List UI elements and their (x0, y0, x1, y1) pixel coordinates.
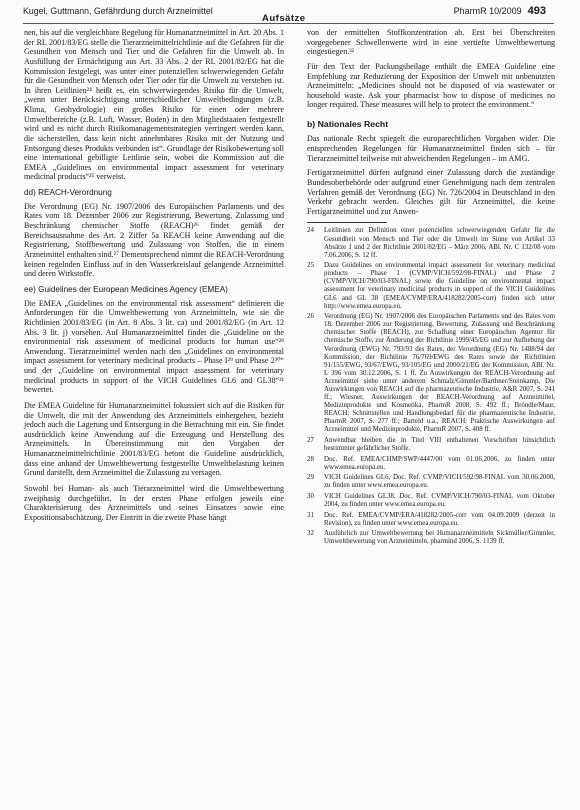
footnote-number: 25 (307, 262, 314, 270)
footnote-text: Anwendbar bleiben die in Titel VIII enthaltenen Vorschriften hinsichtlich bestimmter gefährlicher Stoffe. (324, 436, 555, 452)
footnote-number: 28 (307, 455, 314, 463)
footnote (307, 474, 555, 490)
footnote-text: Dazu Guidelines on environmental impact assessment for veterinary medicinal products – Phase 1 (CVMP/VICH/592/98-FINAL) und Phase 2 (CVMP/VICH/790/03-FINAL) sowie die Guideline on environmental impact assessment for veterinary medicinal products in support of the VICH Guidelines GL6 and GL 38 (EMEA/CVMP/ERA/418282/2005-corr) finden sich unter http://www.emea.europa.eu. (324, 262, 555, 310)
paragraph: Fertigarzneimittel dürfen aufgrund einer Zulassung durch die zuständige Bundesoberbehörde oder aufgrund einer Genehmigung nach dem zentralen Verfahren gemäß der Verordnung (EG) Nr. 726/2004 in Deutschland in den Verkehr gebracht werden. Gleiches gilt für Arzneimittel, die keine Fertigarzneimittel und zur Anwen- (307, 168, 555, 216)
footnote-text: Verordnung (EG) Nr. 1907/2006 des Europäischen Parlaments und des Rates vom 18. Dezember 2006 zur Registrierung, Bewertung, Zulassung und Beschränkung chemischer Stoffe (REACH), zur Schaffung einer Europäischen Agentur für chemische Stoffe, zur Änderung der Richtlinie 1999/45/EG und zur Aufhebung der Verordnung (EWG) Nr. 793/93 des Rates, der Verordnung (EG) Nr. 1488/94 der Kommission, der Richtlinie 76/769/EWG des Rates sowie der Richtlinien 91/155/EWG, 93/67/EWG, 93/105/EG und 2000/21/EG der Kommission, ABl. Nr. L 396 vom 30.12.2006, S. 1 ff. Zu Auswirkungen der REACH-Verordnung auf Arzneimittel siehe unter anderem Schmalz/Gimmler/Barthner/Steinkamp, Die Auswirkungen von REACH auf die pharmazeutische Industrie, A&R 2007, S. 241 ff.; Wiesner, Auswirkungen der REACH-Verordnung auf Arzneimittel, Medizinprodukte und Kosmetika, PharmR 2008, S. 492 ff.; Bröndle/Maur, REACH: Schnittstellen und Handlungsbedarf für die pharmazeutische Industrie, PharmR 2007, S. 277 ff.; Barteld u.a., REACH: Praktische Auswirkungen auf Arzneimittel und Medizinprodukte, PharmR 2007, S. 408 ff. (324, 313, 555, 434)
footnote-text: Ausführlich zur Umweltbewertung bei Humanarzneimitteln Sickmüller/Gimmler, Umweltbewertung von Arzneimitteln, pharmind 2006, S. 1139 ff. (324, 530, 555, 546)
footnote-separator (307, 222, 387, 223)
footnote-number: 27 (307, 436, 314, 444)
footnote (307, 313, 555, 434)
running-header-journal (454, 5, 546, 17)
subheading-reach: dd) REACH-Verordnung (24, 188, 112, 197)
subheading-emea: ee) Guidelines der European Medicines Agency (EMEA) (24, 284, 228, 294)
journal-issue: PharmR 10/2009 (453, 6, 522, 16)
footnote (307, 456, 555, 472)
footnote-number: 26 (307, 313, 314, 321)
page-number: 493 (527, 5, 546, 17)
footnote-number: 31 (307, 511, 314, 519)
footnote-text: Doc. Ref. EMEA/CVMP/ERA/418282/2005-corr vom 04.09.2009 (derzeit in Revision), zu finden unter www.emea.europa.eu. (324, 511, 555, 527)
paragraph: nen, bis auf die vergleichbare Regelung für Humanarzneimittel in Art. 20 Abs. 1 der RL 2001/83/EG stelle die Tierarzneimittelrichtlinie auf die Gefahren für die Gesundheit von Mensch und Tier und die Gefahren für die Umwelt ab. In Ausfüllung der Ermächtigung aus Art. 33 Abs. 2 der RL 2001/82/EG hat die Kommission festgelegt, was unter einer potenziellen schwerwiegenden Gefahr für die Gesundheit von Mensch oder Tier oder für die Umwelt zu verstehen ist. In ihren Leitlinien²⁴ heißt es, ein schwerwiegendes Risiko für die Umwelt, „wenn unter Berücksichtigung unterschiedlicher Umweltbedingungen (z.B. Klima, Geohydrologie) ein großes Risiko für einen oder mehrere Umweltbereiche (z.B. Luft, Wasser, Boden) in den Mitgliedstaaten festgestellt wird und es nicht durch Risikomanagementstrategien verringert werden kann, die sicherstellen, dass kein nicht annehmbares Risiko mit der Nutzung und Entsorgung dieses Produkts verbunden ist“. Grundlage der Risikobewertung soll eine international gebilligte Leitlinie sein, wobei die Kommission auf die EMEA „Guidelines on environmental impact assessment for veterinary medicinal products“²⁵ verweist. (24, 28, 284, 182)
left-column (24, 28, 284, 528)
footnotes (307, 227, 555, 546)
paragraph: Sowohl bei Human- als auch Tierarzneimittel wird die Umweltbewertung zweiphasig durchgeführt. In der ersten Phase erfolgen jeweils eine Charakterisierung des Arzneimittels und seines Einsatzes sowie eine Expositionsabschätzung. Der Eintritt in die zweite Phase hängt (24, 483, 284, 522)
footnote (307, 493, 555, 509)
footnote (307, 512, 555, 528)
footnote (307, 262, 555, 310)
footnote-number: 29 (307, 474, 314, 482)
footnote-text: Doc. Ref. EMEA/CHMP/SWP/4447/00 vom 01.06.2006, zu finden unter www.emea.europa.eu. (324, 455, 555, 471)
paragraph: Das nationale Recht spiegelt die europarechtlichen Vorgaben wider. Die entsprechenden Regelungen für Humanarzneimittel finden sich – für Tierarzneimittel teilweise mit abweichenden Regelungen – im AMG. (307, 134, 555, 163)
paragraph: Die EMEA „Guidelines on the environmental risk assessment“ definieren die Anforderungen für die Umweltbewertung von Arzneimitteln, wie sie die Richtlinien 2001/83/EG (in Art. 8 Abs. 3 lit. ca) und 2001/82/EG (in Art. 12 Abs. 3 lit. j) vorsehen. Auf Humanarzneimittel findet die „Guideline on the environmental risk assessment of medicinal products for human use“²⁸ Anwendung. Tierarzneimittel werden nach den „Guidelines on environmental impact assessment for veterinary medicinal products – Phase I²⁹ und Phase 2³⁰“ und der „Guideline on environmental impact assessment for veterinary medicinal products in support of the VICH Guidelines GL6 and GL38“³¹ bewertet. (24, 298, 284, 395)
footnote-text: VICH Guidelines GL6, Doc. Ref. CVMP/VICH/592/98-FINAL vom 30.06.2000, zu finden unter www.emea.europa.eu. (324, 474, 555, 490)
header-rule (23, 23, 554, 24)
paragraph: Für den Text der Packungsbeilage enthält die EMEA Guideline eine Empfehlung zur Reduzierung der Exposition der Umwelt mit unbenutzten Arzneimitteln: „Medicines should not be disposed of via wastewater or household waste. Ask your pharmacist how to dispose of medicines no longer required. These measures will help to protect the environment.“ (307, 61, 555, 110)
section-heading-national-law: b) Nationales Recht (307, 119, 389, 129)
running-header-section: Aufsätze (262, 13, 306, 24)
right-column (307, 28, 555, 549)
footnote-number: 24 (307, 227, 314, 235)
footnote (307, 227, 555, 259)
running-header-authors: Kugel, Guttmann, Gefährdung durch Arzneimittel (23, 6, 213, 16)
paragraph: Die Verordnung (EG) Nr. 1907/2006 des Europäischen Parlaments und des Rates vom 18. Dezember 2006 zur Registrierung, Bewertung, Zulassung und Beschränkung chemischer Stoffe (REACH)²⁶ findet gemäß der Bereichsausnahme des Art. 2 Ziffer 5a REACH keine Anwendung auf die Registrierung, Stoffbewertung und Zulassung von Stoffen, die in einem Arzneimittel enthalten sind.²⁷ Dementsprechend nimmt die REACH-Verordnung keinen regelnden Einfluss auf in den Wasserkreislauf gelangende Arzneimittel und deren Wirkstoffe. (24, 201, 284, 279)
footnote-number: 30 (307, 492, 314, 500)
paragraph: von der ermittelten Stoffkonzentration ab. Erst bei Überschreiten vorgegebener Schwellenwerte wird in eine vertiefte Umweltbewertung eingestiegen.³² (307, 28, 555, 57)
footnote (307, 530, 555, 546)
footnote-text: Leitlinien zur Definition einer potenziellen schwerwiegenden Gefahr für die Gesundheit von Mensch und Tier oder die Umwelt im Sinne von Artikel 33 Absätze 1 und 2 der Richtlinie 2001/82/EG – März 2006, ABl. Nr. C 132/08 vom 7.06.2006, S. 12 ff. (324, 227, 555, 259)
footnote (307, 437, 555, 453)
paragraph: Die EMEA Guideline für Humanarzneimittel fokussiert sich auf die Risiken für die Umwelt, die mit der Anwendung des Arzneimittels einhergehen, bezieht jedoch auch die Lagerung und Entsorgung in die Betrachtung mit ein. Sie findet ausdrücklich keine Anwendung auf die Erzeugung und Herstellung des Arzneimittels. In Übereinstimmung mit den Vorgaben der Humanarzneimittelrichtlinie 2001/83/EG betont die Guideline ausdrücklich, dass eine anhand der Umweltbewertung festgestellte Umweltbelastung keinen Grund darstellt, dem Arzneimittel die Zulassung zu versagen. (24, 400, 284, 478)
footnote-number: 32 (307, 530, 314, 538)
footnote-text: VICH Guidelines GL38, Doc. Ref. CVMP/VICH/790/03-FINAL vom Oktober 2004, zu finden unter www.emea.europa.eu. (324, 492, 555, 508)
